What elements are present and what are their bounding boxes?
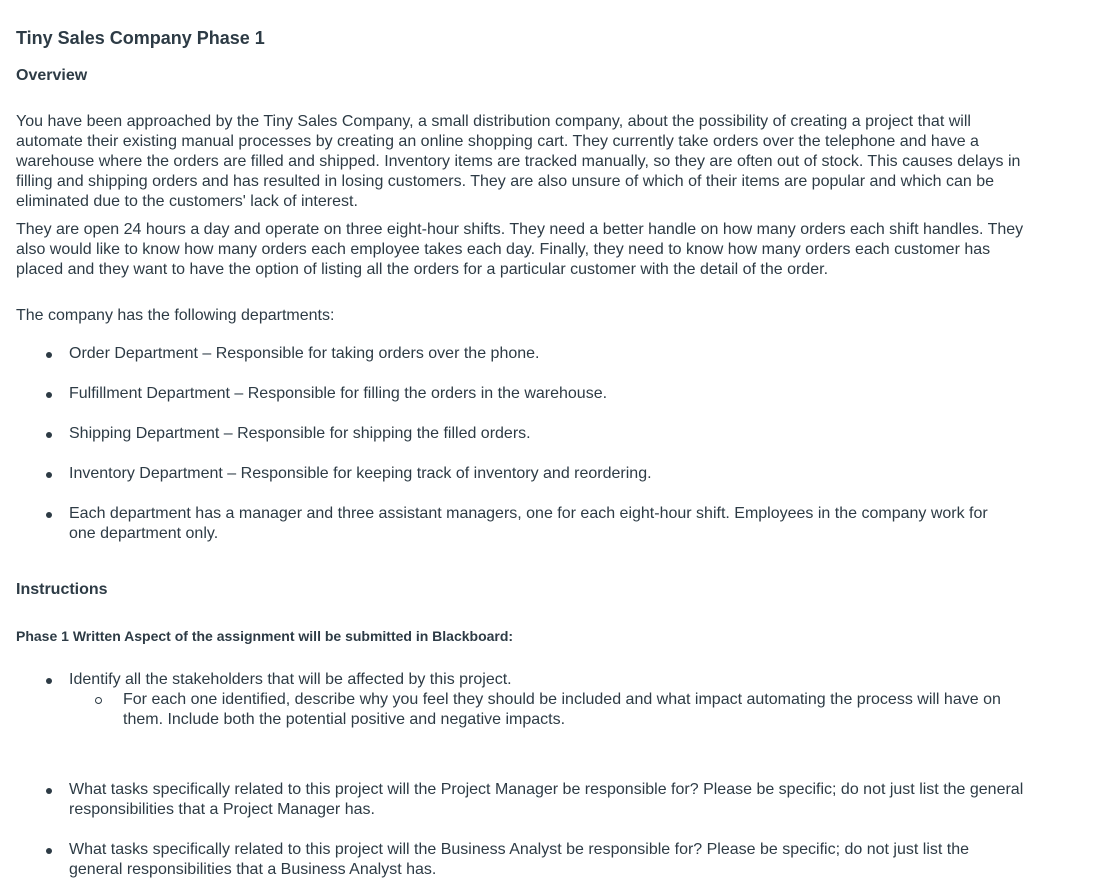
list-item-inventory-department: Inventory Department – Responsible for keeping track of inventory and reordering. [0, 464, 1040, 484]
overview-paragraph-2: They are open 24 hours a day and operate on three eight-hour shifts. They need a better handle on how many orders each shift handles. They also would like to know how many orders each employee takes each day. Finally, they need to know how many orders each customer has placed and they want to have the option of listing all the orders for a particular customer with the detail of the order. [16, 221, 1024, 278]
page-title: Tiny Sales Company Phase 1 [16, 28, 265, 48]
list-item-fulfillment-department: Fulfillment Department – Responsible for filling the orders in the warehouse. [0, 384, 1040, 404]
list-item-stakeholder-impact: For each one identified, describe why you feel they should be included and what impact automating the process will have on them. Include both the potential positive and negative impacts. [69, 690, 1030, 730]
list-item-project-manager: What tasks specifically related to this project will the Project Manager be responsible for? Please be specific; do not just list the general responsibilities that a Project Manager has. [0, 780, 1040, 820]
instructions-subheading: Phase 1 Written Aspect of the assignment will be submitted in Blackboard: [16, 628, 514, 644]
overview-heading: Overview [16, 67, 88, 84]
departments-intro: The company has the following departments: [16, 307, 335, 324]
instructions-heading: Instructions [16, 581, 108, 598]
stakeholders-text: Identify all the stakeholders that will be affected by this project. [69, 671, 512, 688]
list-item-shipping-department: Shipping Department – Responsible for shipping the filled orders. [0, 424, 1040, 444]
stakeholders-sublist [69, 690, 1030, 730]
list-item-department-structure: Each department has a manager and three assistant managers, one for each eight-hour shift. Employees in the company work for one department only. [0, 504, 1040, 544]
list-item-stakeholders [0, 670, 1040, 730]
list-item-order-department: Order Department – Responsible for taking orders over the phone. [0, 344, 1040, 364]
instructions-list [0, 670, 1040, 880]
departments-list [0, 344, 1040, 544]
overview-paragraph-1: You have been approached by the Tiny Sales Company, a small distribution company, about the possibility of creating a project that will automate their existing manual processes by creating an online shopping cart. They currently take orders over the telephone and have a warehouse where the orders are filled and shipped. Inventory items are tracked manually, so they are often out of stock. This causes delays in filling and shipping orders and has resulted in losing customers. They are also unsure of which of their items are popular and which can be eliminated due to the customers' lack of interest. [16, 113, 1021, 210]
list-item-business-analyst: What tasks specifically related to this project will the Business Analyst be responsible for? Please be specific; do not just list the general responsibilities that a Business Analyst has. [0, 840, 1040, 880]
